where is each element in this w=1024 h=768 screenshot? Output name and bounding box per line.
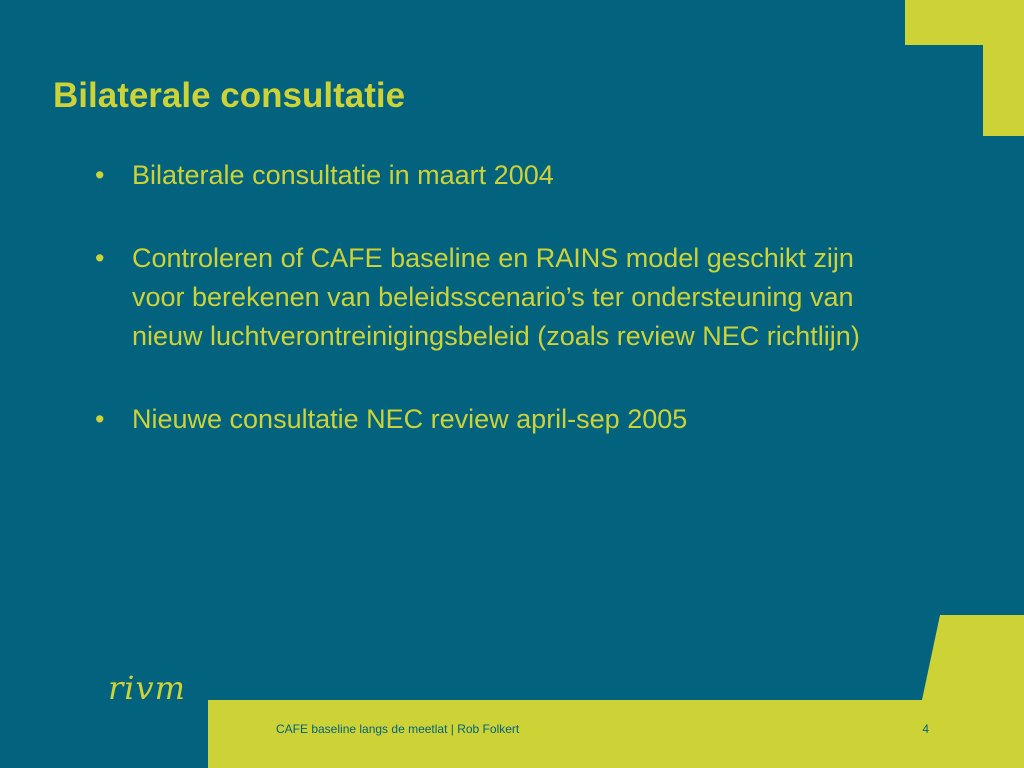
bullet-marker: •: [95, 243, 105, 273]
footer-caption: CAFE baseline langs de meetlat | Rob Folkert: [276, 722, 520, 736]
bullet-text: Bilaterale consultatie in maart 2004: [132, 160, 554, 190]
bullet-text: Controleren of CAFE baseline en RAINS model geschikt zijn voor berekenen van beleidsscenario’s ter ondersteuning van nieuw luchtverontreinigingsbeleid (zoals review NEC richtlijn): [132, 243, 860, 351]
rivm-logo: rivm: [108, 669, 186, 707]
bullet-text: Nieuwe consultatie NEC review april-sep 2005: [132, 404, 688, 434]
slide-title: Bilaterale consultatie: [53, 76, 406, 115]
bullet-marker: •: [95, 160, 105, 190]
bullet-marker: •: [95, 404, 105, 434]
page-number: 4: [922, 722, 929, 736]
